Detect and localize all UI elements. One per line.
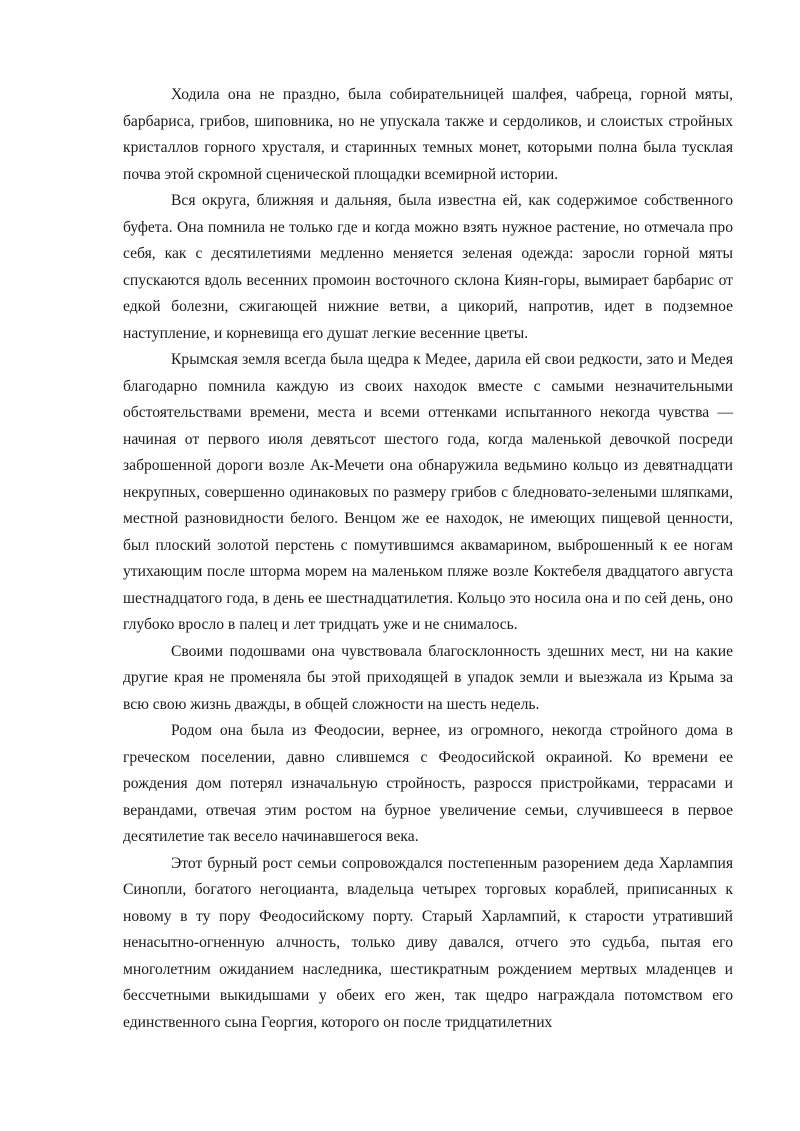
paragraph: Родом она была из Феодосии, вернее, из огромного, некогда стройного дома в греческом поселении, давно слившемся с Феодосийской окраиной. Ко времени ее рождения дом потерял изначальную стройность, разросся пристройками, террасами и верандами, отвечая этим ростом на бурное увеличение семьи, случившееся в первое десятилетие так весело начинавшегося века. bbox=[123, 722, 733, 845]
paragraph: Крымская земля всегда была щедра к Медее, дарила ей свои редкости, зато и Медея благодарно помнила каждую из своих находок вместе с самыми незначительными обстоятельствами времени, места и всеми оттенками испытанного некогда чувства — начиная от первого июля девятьсот шестого года, когда маленькой девочкой посреди заброшенной дороги возле Ак-Мечети она обнаружила ведьмино кольцо из девятнадцати некрупных, совершенно одинаковых по размеру грибов с бледновато-зелеными шляпками, местной разновидности белого. Венцом же ее находок, не имеющих пищевой ценности, был плоский золотой перстень с помутившимся аквамарином, выброшенный к ее ногам утихающим после шторма морем на маленьком пляже возле Коктебеля двадцатого августа шестнадцатого года, в день ее шестнадцатилетия. Кольцо это носила она и по сей день, оно глубоко вросло в палец и лет тридцать уже и не снималось. bbox=[123, 351, 733, 633]
paragraph: Этот бурный рост семьи сопровождался постепенным разорением деда Харлампия Синопли, богатого негоцианта, владельца четырех торговых кораблей, приписанных к новому в ту пору Феодосийскому порту. Старый Харлампий, к старости утративший ненасытно-огненную алчность, только диву давался, отчего это судьба, пытая его многолетним ожиданием наследника, шестикратным рождением мертвых младенцев и бессчетными выкидышами у обеих его жен, так щедро награждала потомством его единственного сына Георгия, которого он после тридцатилетних bbox=[123, 854, 733, 1031]
document-body bbox=[123, 82, 733, 1036]
paragraph: Ходила она не праздно, была собирательницей шалфея, чабреца, горной мяты, барбариса, грибов, шиповника, но не упускала также и сердоликов, и слоистых стройных кристаллов горного хрусталя, и старинных темных монет, которыми полна была тусклая почва этой скромной сценической площадки всемирной истории. bbox=[123, 86, 733, 183]
paragraph: Вся округа, ближняя и дальняя, была известна ей, как содержимое собственного буфета. Она помнила не только где и когда можно взять нужное растение, но отмечала про себя, как с десятилетиями медленно меняется зеленая одежда: заросли горной мяты спускаются вдоль весенних промоин восточного склона Киян-горы, вымирает барбарис от едкой болезни, сжигающей нижние ветви, а цикорий, напротив, идет в подземное наступление, и корневища его душат легкие весенние цветы. bbox=[123, 192, 733, 342]
paragraph: Своими подошвами она чувствовала благосклонность здешних мест, ни на какие другие края не променяла бы этой приходящей в упадок земли и выезжала из Крыма за всю свою жизнь дважды, в общей сложности на шесть недель. bbox=[123, 642, 733, 713]
